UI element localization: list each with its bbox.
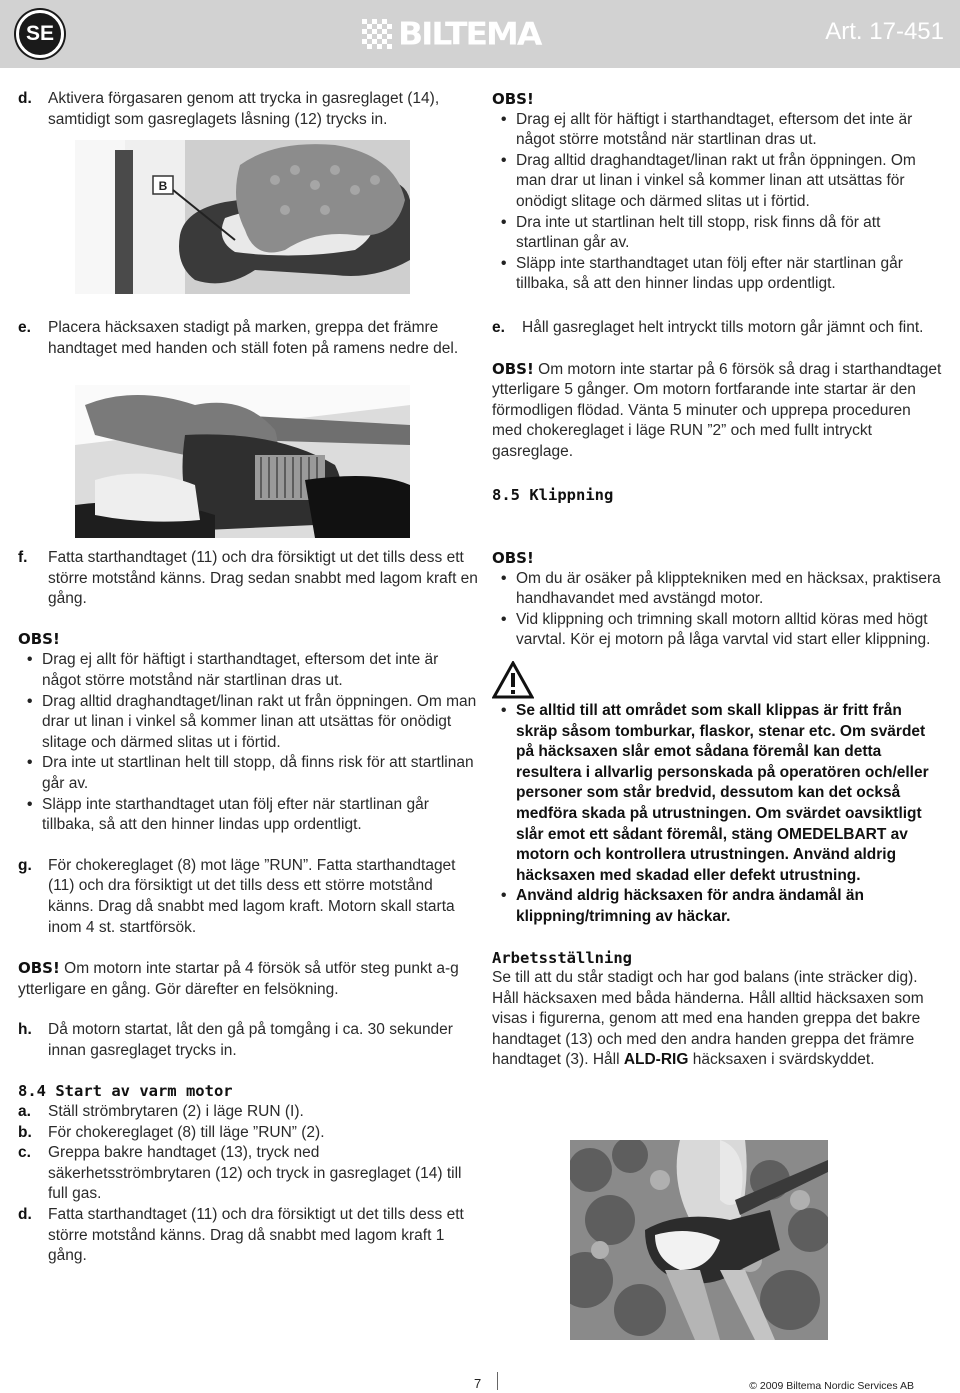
step-h-idle xyxy=(18,1020,480,1061)
obs-item: • Vid klippning och trimning skall motorn alltid köras med högt varvtal. Kör ej motorn på låga varvtal vid start eller klippning. xyxy=(492,610,942,651)
obs-heading: OBS! xyxy=(18,629,60,648)
section-heading-8-5: 8.5 Klippning xyxy=(492,485,614,504)
step-text: Fatta starthandtaget (11) och dra försiktigt ut det tills dess ett större motstånd känns. Drag då snabbt med lagom kraft 1 gång. xyxy=(48,1206,464,1265)
obs-item: • Släpp inte starthandtaget utan följ efter när startlinan går tillbaka, så att den hinner lindas upp ordentligt. xyxy=(18,795,480,836)
step-label: b. xyxy=(18,1123,32,1141)
left-lower-text xyxy=(18,548,480,1267)
warning-item: • Använd aldrig häcksaxen för andra ändamål än klippning/trimning av häckar. xyxy=(492,886,942,927)
step-label: e. xyxy=(18,319,31,336)
obs-text: Om motorn inte startar på 4 försök så utför steg punkt a-g ytterligare en gång. Gör därefter en felsökning. xyxy=(18,960,459,998)
warm-step xyxy=(18,1205,480,1267)
step-e-hold-throttle xyxy=(492,318,942,339)
step-label: e. xyxy=(492,319,505,336)
step-text: För chokereglaget (8) till läge ”RUN” (2). xyxy=(48,1123,325,1141)
step-g-choke-run xyxy=(18,856,480,938)
right-middle-text xyxy=(492,318,942,505)
obs-note-top-right xyxy=(492,89,942,295)
step-label: a. xyxy=(18,1103,31,1121)
section-arbetsstallning xyxy=(492,948,942,1072)
checkered-flag-icon xyxy=(362,19,396,49)
step-text: Aktivera förgasaren genom att trycka in gasreglaget (14), samtidigt som gasreglagets låsning (12) trycks in. xyxy=(48,90,440,128)
step-text: Fatta starthandtaget (11) och dra försiktigt ut det tills dess ett större motstånd känns. Drag sedan snabbt med lagom kraft en gång. xyxy=(48,549,478,608)
arbets-text xyxy=(492,968,942,1071)
step-text: Greppa bakre handtaget (13), tryck ned säkerhetsströmbrytaren (12) och tryck in gasreglaget (14) till full gas. xyxy=(48,1144,462,1203)
obs-item: • Drag alltid draghandtaget/linan rakt ut från öppningen. Om man drar ut linan i vinkel så kommer linan att utsättas för onödigt slitage och därmed slitas ut i förtid. xyxy=(492,151,942,213)
section-8-4 xyxy=(18,1081,480,1266)
step-text: Placera häcksaxen stadigt på marken, greppa det främre handtaget med handen och ställ foten på ramens nedre del. xyxy=(48,319,459,357)
step-label: h. xyxy=(18,1021,32,1039)
copyright: © 2009 Biltema Nordic Services AB xyxy=(749,1380,914,1392)
obs-note-1 xyxy=(18,629,480,836)
section-heading: Arbetsställning xyxy=(492,948,632,967)
step-text: Ställ strömbrytaren (2) i läge RUN (I). xyxy=(48,1103,304,1121)
warm-step xyxy=(18,1102,480,1123)
step-label: c. xyxy=(18,1144,31,1162)
brand-name: BILTEMA xyxy=(398,14,541,53)
brand-logo xyxy=(362,14,602,53)
arbets-text-b: häcksaxen i svärdskyddet. xyxy=(688,1051,875,1069)
arbets-text-bold: ALD-RIG xyxy=(623,1051,689,1069)
obs-item: • Drag ej allt för häftigt i starthandtaget, eftersom det inte är något större motstånd när startlinan dras ut. xyxy=(492,110,942,151)
obs-item: • Släpp inte starthandtaget utan följ efter när startlinan går tillbaka, så att den hinner lindas upp ordentligt. xyxy=(492,254,942,295)
step-label: g. xyxy=(18,856,32,874)
country-badge: SE xyxy=(16,10,64,58)
obs-item: • Drag alltid draghandtaget/linan rakt ut från öppningen. Om man drar ut linan i vinkel så kommer linan att utsättas för onödigt slitage och därmed slitas ut i förtid. xyxy=(18,692,480,754)
obs-text: Om motorn inte startar på 6 försök så drag i starthandtaget ytterligare 5 gånger. Om motorn fortfarande inte startar är den förmodligen flödad. Vänta 5 minuter och upprepa proceduren med chokereglaget i läge RUN ”2” och med fullt intryckt gasreglage. xyxy=(492,360,942,460)
warning-item: • Se alltid till att området som skall klippas är fritt från skräp såsom tomburkar, flaskor, stenar etc. Om svärdet på häcksaxen slår emot sådana föremål kan detta resultera i allvarlig personskada på operatören och/eller personer som står bredvid, dessutom kan det också medföra skada på utrustningen. Om svärdet oavsiktligt slår emot ett sådant föremål, stäng OMEDELBART av motorn och kontrollera utrustningen. Använd aldrig häcksaxen med skadad eller defekt utrustning. xyxy=(492,701,942,886)
article-number: Art. 17-451 xyxy=(825,18,944,45)
obs-heading: OBS! xyxy=(492,359,534,378)
obs-heading: OBS! xyxy=(18,959,60,978)
obs-note-3 xyxy=(492,359,942,463)
step-text: För chokereglaget (8) mot läge ”RUN”. Fatta starthandtaget (11) och dra försiktigt ut det tills dess ett större motstånd känns. Drag då snabbt med lagom kraft. Motorn skall starta inom 4 st. startförsök. xyxy=(48,856,456,936)
step-d-activate-carburetor xyxy=(18,89,480,130)
footer-divider xyxy=(497,1372,498,1390)
warm-step xyxy=(18,1143,480,1205)
step-label: f. xyxy=(18,549,28,566)
photo-throttle-grip xyxy=(75,140,410,294)
warning-list xyxy=(492,701,942,928)
photo-operator-hedge-trimming xyxy=(570,1140,828,1340)
step-f-pull-starter xyxy=(18,548,480,610)
step-e-place-hedge-trimmer xyxy=(18,318,480,359)
photo-marker-label: B xyxy=(158,179,168,193)
section-heading: 8.4 Start av varm motor xyxy=(18,1082,233,1101)
warm-step xyxy=(18,1123,480,1144)
step-text: Då motorn startat, låt den gå på tomgång i ca. 30 sekunder innan gasreglaget trycks in. xyxy=(48,1021,453,1059)
step-label: d. xyxy=(18,1206,32,1224)
obs-heading: OBS! xyxy=(492,90,534,108)
obs-heading: OBS! xyxy=(492,549,534,567)
arbets-text-a: Se till att du står stadigt och har god balans (inte sträcker dig). Håll häcksaxen med båda händerna. Håll alltid häcksaxen som visas i figurerna, genom att med ena handen greppa det bakre handtaget (13) och med den andra handen greppa det främre handtaget (3). Håll xyxy=(492,969,924,1069)
photo-foot-on-frame xyxy=(75,385,410,538)
obs-item: • Drag ej allt för häftigt i starthandtaget, eftersom det inte är något större motstånd när startlinan dras ut. xyxy=(18,650,480,691)
section-8-5-body xyxy=(492,548,942,1071)
obs-note-2 xyxy=(18,958,480,1000)
obs-item: • Dra inte ut startlinan helt till stopp, risk finns då för att startlinan går av. xyxy=(492,213,942,254)
step-label: d. xyxy=(18,90,32,107)
warning-triangle-icon xyxy=(492,661,534,699)
obs-item: • Dra inte ut startlinan helt till stopp, då finns risk för att startlinan går av. xyxy=(18,753,480,794)
obs-item: • Om du är osäker på klipptekniken med en häcksax, praktisera handhavandet med avstängd motor. xyxy=(492,569,942,610)
header-bar xyxy=(0,0,960,68)
step-text: Håll gasreglaget helt intryckt tills motorn går jämnt och fint. xyxy=(522,319,924,336)
page-number: 7 xyxy=(474,1376,482,1391)
